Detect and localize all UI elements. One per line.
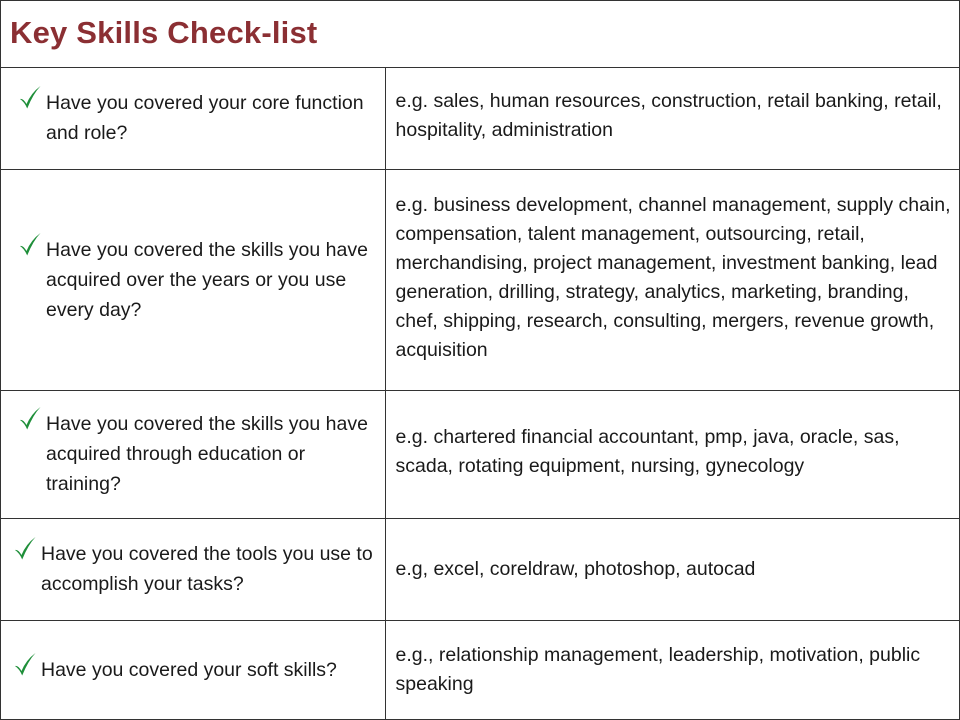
examples-cell [385,169,959,390]
table-row [1,620,959,720]
examples-text: e.g., relationship management, leadership, motivation, public speaking [395,644,921,696]
checkmark-icon [13,651,37,677]
question-text: Have you covered your core function and role? [46,92,364,145]
checkmark-icon [18,84,42,110]
page-title: Key Skills Check-list [10,15,318,50]
question-cell [1,518,385,620]
checkmark-icon [18,231,42,257]
table-row [1,390,959,518]
question-cell [1,620,385,720]
question-text: Have you covered your soft skills? [41,659,337,682]
table-row [1,68,959,169]
question-text: Have you covered the skills you have acquired over the years or you use every day? [46,238,368,321]
checkmark-icon [13,535,37,561]
examples-cell [385,68,959,169]
checklist-table [1,68,959,720]
question-cell [1,169,385,390]
examples-text: e.g, excel, coreldraw, photoshop, autocad [395,557,756,580]
examples-cell [385,620,959,720]
table-row [1,518,959,620]
title-bar [1,1,959,68]
question-cell [1,390,385,518]
examples-cell [385,518,959,620]
examples-text: e.g. chartered financial accountant, pmp, java, oracle, sas, scada, rotating equipment, nursing, gynecology [395,426,900,477]
checkmark-icon [18,405,42,431]
examples-text: e.g. business development, channel management, supply chain, compensation, talent management, outsourcing, retail, merchandising, project management, investment banking, lead generation, drilling, strategy, analytics, marketing, branding, chef, shipping, research, consulting, mergers, revenue growth, acquisition [395,193,951,361]
table-row [1,169,959,390]
question-cell [1,68,385,169]
question-text: Have you covered the tools you use to accomplish your tasks? [41,543,373,595]
examples-text: e.g. sales, human resources, construction, retail banking, retail, hospitality, administration [395,89,942,141]
question-text: Have you covered the skills you have acquired through education or training? [46,413,368,495]
examples-cell [385,390,959,518]
